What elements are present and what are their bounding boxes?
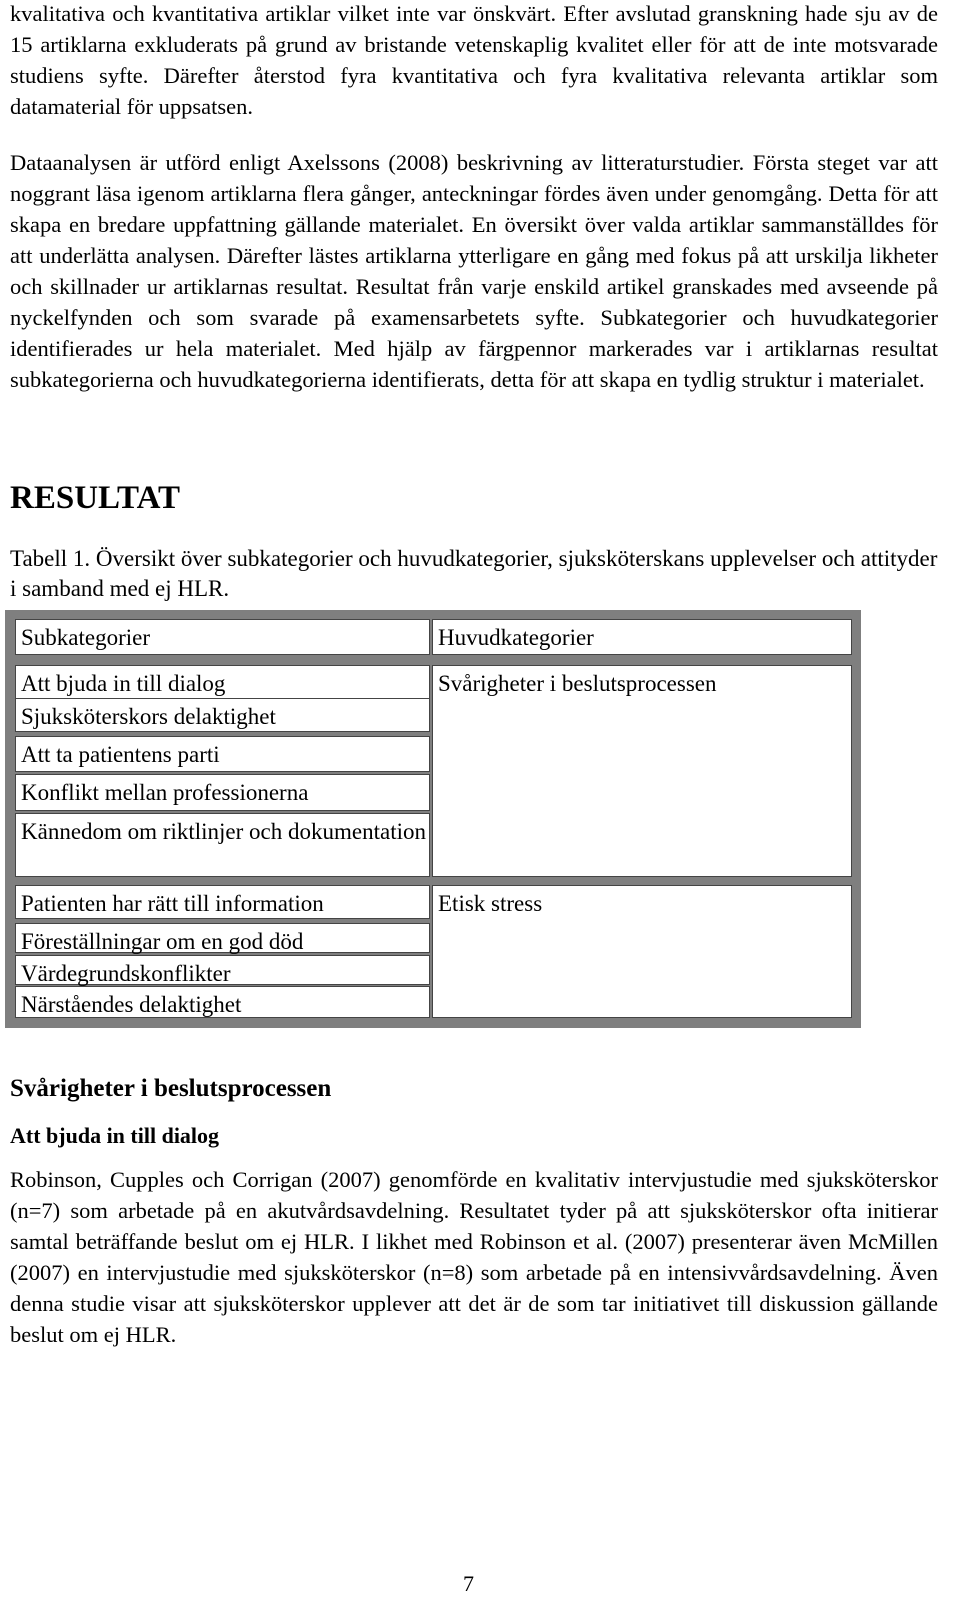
table-cell-sub: Att bjuda in till dialog [15,665,430,699]
table-caption: Tabell 1. Översikt över subkategorier och huvudkategorier, sjuksköterskans upplevelser och attityder i samband med ej HLR. [10,546,938,601]
body-paragraph: Dataanalysen är utförd enligt Axelssons (2008) beskrivning av litteraturstudier. Första steget var att noggrant läsa igenom artiklarna flera gånger, anteckningar fördes även under genomgång. Detta för att skapa en bredare uppfattning gällande materialet. En översikt över valda artiklar sammanställdes för att underlätta analysen. Därefter lästes artiklarna ytterligare en gång med fokus på att urskilja likheter och skillnader ur artiklarnas resultat. Resultat från varje enskild artikel granskades med avseende på nyckelfynden och som svarade på examensarbetets syfte. Subkategorier och huvudkategorier identifierades ur hela materialet. Med hjälp av färgpennor markerades var i artiklarnas resultat subkategorierna och huvudkategorierna identifierats, detta för att skapa en tydlig struktur i materialet. [10,150,938,392]
table-header-sub: Subkategorier [15,619,430,655]
table-cell-sub: Närståendes delaktighet [15,986,430,1018]
body-paragraph: Robinson, Cupples och Corrigan (2007) genomförde en kvalitativ intervjustudie med sjuksköterskor (n=7) som arbetade på en akutvårdsavdelning. Resultatet tyder på att sjuksköterskor ofta initierar samtal beträffande beslut om ej HLR. I likhet med Robinson et al. (2007) presenterar även McMillen (2007) en intervjustudie med sjuksköterskor (n=8) som arbetade på en intensivvårdsavdelning. Även denna studie visar att sjuksköterskor upplever att det är de som tar initiativet till diskussion gällande beslut om ej HLR. [10,1167,938,1347]
body-paragraph: kvalitativa och kvantitativa artiklar vilket inte var önskvärt. Efter avslutad granskning hade sju av de 15 artiklarna exkluderats på grund av bristande vetenskaplig kvalitet eller för att de inte motsvarade studiens syfte. Därefter återstod fyra kvantitativa och fyra kvalitativa relevanta artiklar som datamaterial för uppsatsen. [10,1,938,119]
category-table [5,610,861,1028]
table-cell-sub: Värdegrundskonflikter [15,955,430,985]
table-cell-sub: Patienten har rätt till information [15,885,430,919]
table-cell-main: Svårigheter i beslutsprocessen [432,665,852,877]
table-cell-sub: Konflikt mellan professionerna [15,774,430,811]
subsubsection-heading: Att bjuda in till dialog [10,1123,220,1148]
table-cell-sub: Föreställningar om en god död [15,923,430,953]
table-cell-sub: Kännedom om riktlinjer och dokumentation [15,813,430,877]
table-cell-sub: Sjuksköterskors delaktighet [15,698,430,732]
table-header-main: Huvudkategorier [432,619,852,655]
subsection-heading: Svårigheter i beslutsprocessen [10,1075,332,1102]
table-cell-sub: Att ta patientens parti [15,736,430,772]
section-heading: RESULTAT [10,480,180,516]
page-number: 7 [463,1571,474,1596]
table-cell-main: Etisk stress [432,885,852,1018]
